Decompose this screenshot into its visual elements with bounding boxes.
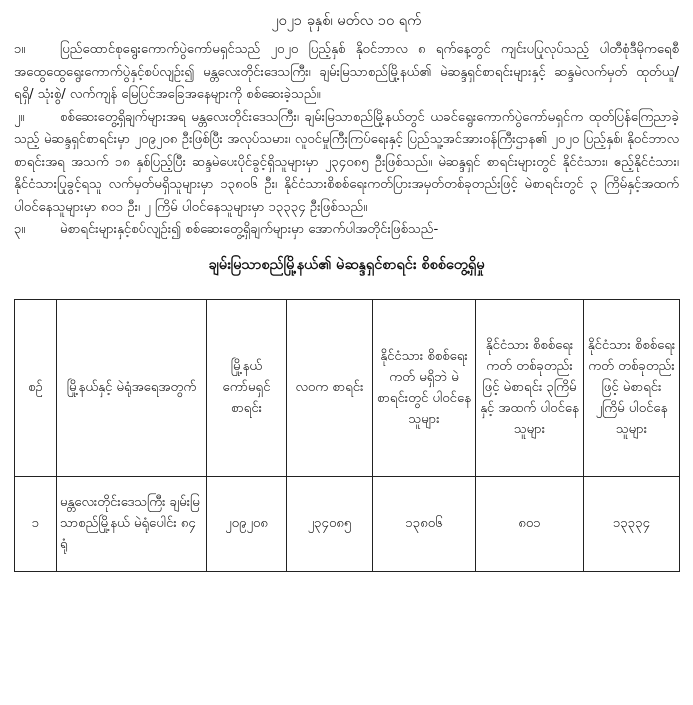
table-header-row: [15, 299, 680, 476]
paragraph-number: ၂။: [14, 109, 25, 125]
cell-no-id-count: ၁၃၈၀၆: [373, 476, 476, 571]
header-two-times: နိုင်ငံသား စိစစ်ရေးကတ် တစ်ခုတည်းဖြင့် မဲစာရင်း ၂ကြိမ် ပါဝင်နေသူများ: [584, 299, 680, 476]
paragraph-text: ပြည်ထောင်စုရွေးကောက်ပွဲကော်မရှင်သည် ၂၀၂၀ ပြည့်နှစ် နိုဝင်ဘာလ ၈ ရက်နေ့တွင် ကျင်းပပြုလုပ်သည့် ပါတီစုံဒီမိုကရေစီအထွေထွေရွေးကောက်ပွဲနှင့်စပ်လျဉ်း၍ မန္တလေးတိုင်းဒေသကြီး၊ ချမ်းမြသာစည်မြို့နယ်၏ မဲဆန္ဒရှင်စာရင်းများနှင့် ဆန္ဒမဲလက်မှတ် ထုတ်ယူ/ ရရှိ/ သုံးစွဲ/ လက်ကျန် မြေပြင်အခြေအနေများကို စစ်ဆေးခဲ့သည်။: [14, 42, 679, 102]
header-serial: စဉ်: [15, 299, 57, 476]
paragraph-1: [14, 39, 679, 107]
paragraph-number: ၁။: [14, 42, 26, 57]
paragraph-text: မဲစာရင်းများနှင့်စပ်လျဉ်း၍ စစ်ဆေးတွေ့ရှိချက်များမှာ အောက်ပါအတိုင်းဖြစ်သည်-: [60, 222, 439, 237]
cell-township: မန္တလေးတိုင်းဒေသကြီး ချမ်းမြသာစည်မြို့နယ် မဲရုံပေါင်း ၈၄ ရုံ: [57, 476, 207, 571]
voter-list-table: [14, 299, 680, 572]
header-three-plus-times: နိုင်ငံသား စိစစ်ရေးကတ် တစ်ခုတည်းဖြင့် မဲစာရင်း ၃ကြိမ် နှင့် အထက် ပါဝင်နေသူများ: [476, 299, 584, 476]
paragraph-2: [14, 107, 679, 220]
paragraph-text: စစ်ဆေးတွေ့ရှိချက်များအရ မန္တလေးတိုင်းဒေသကြီး၊ ချမ်းမြသာစည်မြို့နယ်တွင် ယခင်ရွေးကောက်ပွဲကော်မရှင်က ထုတ်ပြန်ကြေညာခဲ့သည့် မဲဆန္ဒရှင်စာရင်းမှာ ၂၀၉၂၀၈ ဦးဖြစ်ပြီး အလုပ်သမား၊ လူဝင်မှုကြီးကြပ်ရေးနှင့် ပြည်သူ့အင်အားဝန်ကြီးဌာန၏ ၂၀၂၀ ပြည့်နှစ်၊ နိုဝင်ဘာလ စာရင်းအရ အသက် ၁၈ နှစ်ပြည့်ပြီး ဆန္ဒမဲပေးပိုင်ခွင့်ရှိသူများမှာ ၂၃၄၀၈၅ ဦးဖြစ်သည်။ မဲဆန္ဒရှင် စာရင်းများတွင် နိုင်ငံသား၊ ဧည့်နိုင်ငံသား၊ နိုင်ငံသားပြုခွင့်ရသူ လက်မှတ်မရှိသူများမှာ ၁၃၈၀၆ ဦး၊ နိုင်ငံသားစိစစ်ရေးကတ်ပြားအမှတ်တစ်ခုတည်းဖြင့် မဲစာရင်းတွင် ၃ ကြိမ်နှင့်အထက် ပါဝင်နေသူများမှာ ၈၀၁ ဦး၊ ၂ ကြိမ် ပါဝင်နေသူများမှာ ၁၃၃၃၄ ဦးဖြစ်သည်။: [14, 109, 679, 215]
table-title: ချမ်းမြသာစည်မြို့နယ်၏ မဲဆန္ဒရှင်စာရင်း စိစစ်တွေ့ရှိမှု: [208, 256, 485, 273]
table-row: [15, 476, 680, 571]
paragraph-number: ၃။: [14, 222, 26, 237]
cell-two-times-count: ၁၃၃၃၄: [584, 476, 680, 571]
paragraph-3: [14, 219, 679, 242]
cell-three-plus-count: ၈၀၁: [476, 476, 584, 571]
date-line: ၂၀၂၁ ခုနှစ်၊ မတ်လ ၁၀ ရက်: [271, 13, 422, 29]
header-immigration-list: လဝက စာရင်း: [287, 299, 373, 476]
cell-commission-count: ၂၀၉၂၀၈: [207, 476, 287, 571]
header-township-polling-stations: မြို့နယ်နှင့် မဲရုံအရေအတွက်: [57, 299, 207, 476]
cell-immigration-count: ၂၃၄၀၈၅: [287, 476, 373, 571]
cell-serial: ၁: [15, 476, 57, 571]
header-no-id-card: နိုင်ငံသား စိစစ်ရေးကတ် မရှိဘဲ မဲစာရင်းတွင် ပါဝင်နေသူများ: [373, 299, 476, 476]
header-commission-list: မြို့နယ်ကော်မရှင် စာရင်း: [207, 299, 287, 476]
